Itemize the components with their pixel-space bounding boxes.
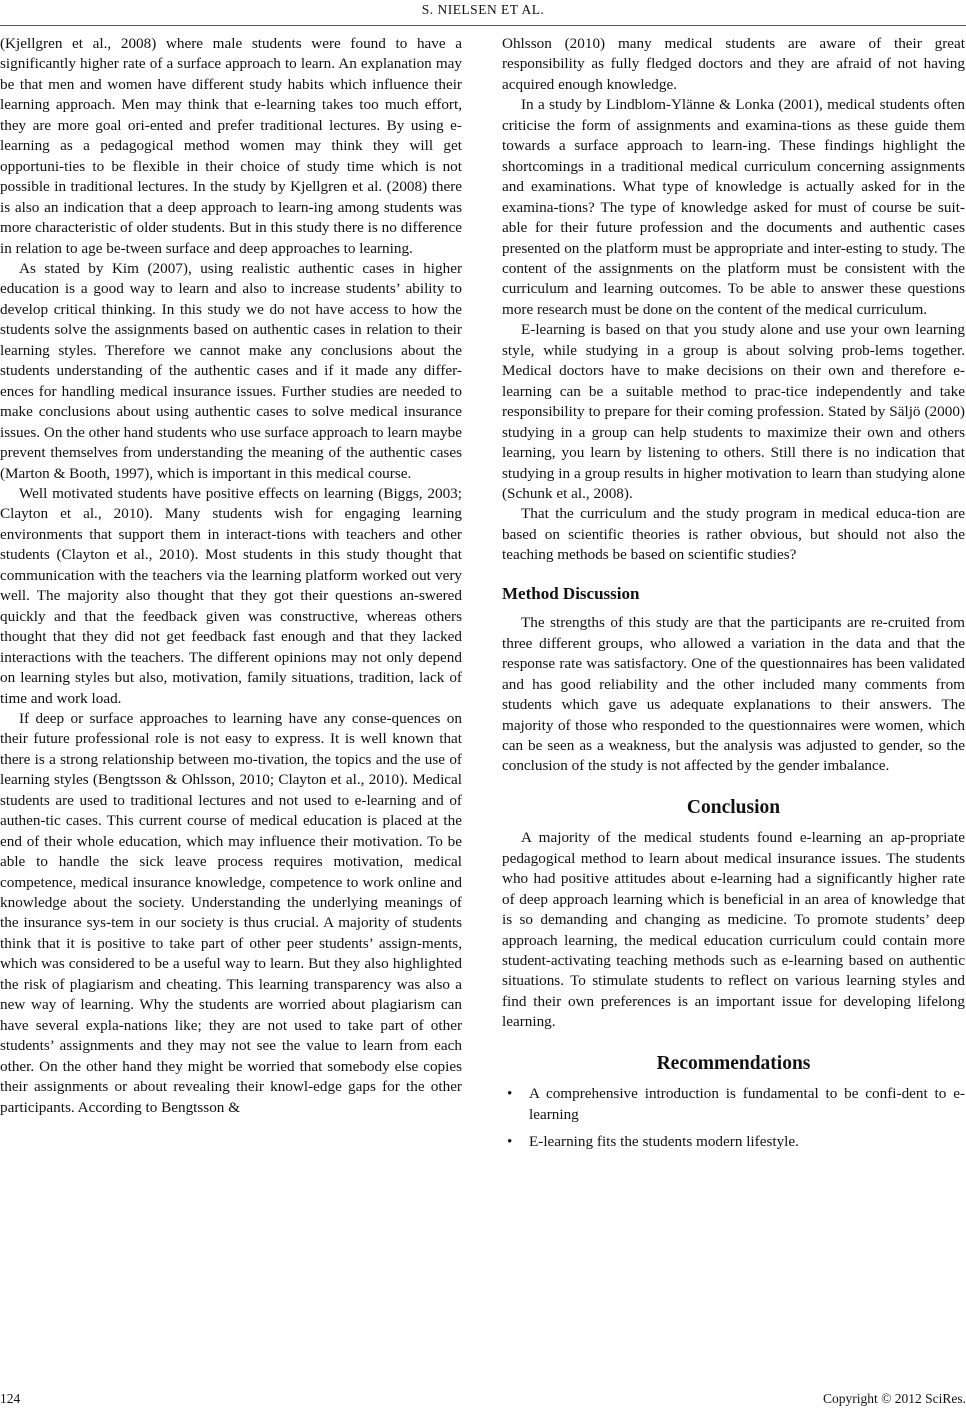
body-paragraph: E-learning is based on that you study alone and use your own learning style, while studying in a group is about solving prob-lems together. Medical doctors have to make decisions on their own and therefore e-learning can be a suitable method to prac-tice independently and take responsibility to prepare for their coming profession. Stated by Säljö (2000) studying in a group can help students to maximize their own and others learning, you learn by listening to others. Still there is no indication that studying in a group results in higher motivation to learn than studying alone (Schunk et al., 2008).	[502, 321, 965, 502]
body-paragraph: If deep or surface approaches to learning have any conse-quences on their future professional role is not easy to express. It is well known that there is a strong relationship between mo-tivation, the topics and the use of learning styles (Bengtsson & Ohlsson, 2010; Clayton et al., 2010). Medical students are used to traditional lectures and not used to e-learning and of authen-tic cases. This current course of medical education is placed at the end of their whole education, which may influence their motivation. To be able to handle the sick leave process requires motivation, medical competence, medical insurance knowledge, competence to work online and knowledge about the society. Understanding the underlying meanings of the insurance sys-tem in our society is thus crucial. A majority of students think that it is positive to take part of other peer students’ assign-ments, which was considered to be a useful way to learn. But they also highlighted the risk of plagiarism and cheating. This learning transparency was also a new way of learning. Why the students are worried about plagiarism can have several expla-nations like; they are not used to take part of other students’ assignments and they may not see the value to learn from each other. On the other hand they might be worried that somebody else copies their assignments or about revealing their knowl-edge gaps for the other participants. According to Bengtsson &	[0, 709, 462, 1116]
right-column	[502, 34, 965, 1160]
recommendation-text: A comprehensive introduction is fundamental to be confi-dent to e-learning	[529, 1085, 965, 1123]
body-paragraph: Well motivated students have positive effects on learning (Biggs, 2003; Clayton et al., 2010). Many students wish for engaging learning environments that support them in interact-tions with teachers and other students (Clayton et al., 2010). Most students in this study thought that communication with the teachers via the learning platform worked out very well. The majority also thought that they got their questions an-swered quickly and that the feedback given was constructive, whereas others thought that they did not get feedback fast enough and that they lacked interactions with the teachers. The different opinions may not only depend on learning styles but also, motivation, family situations, tradition, lack of time and work load.	[0, 484, 462, 707]
body-paragraph: That the curriculum and the study program in medical educa-tion are based on scientific theories is rather obvious, but should not also the teaching methods be based on scientific studies?	[502, 505, 965, 564]
conclusion-heading: Conclusion	[686, 796, 781, 818]
method-discussion-heading: Method Discussion	[502, 583, 640, 603]
header-divider	[0, 25, 966, 26]
recommendations-list	[502, 1084, 965, 1152]
body-paragraph: (Kjellgren et al., 2008) where male students were found to have a significantly higher rate of a surface approach to learn. An explanation may be that men and women have different study habits which influence their learning approach. Men may think that e-learning takes too much effort, they are more goal ori-ented and prefer traditional lectures. By using e-learning as a pedagogical method women may think they will get opportuni-ties to be flexible in their choice of study time which is not possible in traditional lectures. In the study by Kjellgren et al. (2008) there is also an indication that a deep approach to learn-ing among students was more characteristic of older students. But in this study there is no difference in relation to age be-tween surface and deep approaches to learning.	[0, 35, 462, 257]
recommendation-item	[502, 1084, 965, 1125]
running-head: S. NIELSEN ET AL.	[421, 2, 545, 17]
recommendation-item	[502, 1132, 965, 1152]
recommendation-text: E-learning fits the students modern lifestyle.	[529, 1133, 799, 1151]
copyright-notice: Copyright © 2012 SciRes.	[822, 1391, 966, 1406]
body-paragraph: In a study by Lindblom-Ylänne & Lonka (2001), medical students often criticise the form of assignments and examina-tions as these guide them towards a surface approach to learn-ing. These findings highlight the shortcomings in a traditional medical curriculum concerning assignments and examinations. What type of knowledge is actually asked for in the examina-tions? The type of knowledge asked for must of course be suit-able for their future profession and the documents and authentic cases presented on the platform must be appropriate and inter-esting to study. The content of the assignments on the platform must be consistent with the curriculum and learning outcomes. To be able to answer these questions more research must be done on the content of the medical curriculum.	[502, 96, 965, 318]
left-column	[0, 34, 462, 1118]
recommendations-heading: Recommendations	[656, 1052, 811, 1074]
conclusion-paragraph: A majority of the medical students found e-learning an ap-propriate pedagogical method to learn about medical insurance issues. The students who had positive attitudes about e-learning had a significantly higher rate of deep approach learning which is beneficial in an area of knowledge that is so demanding and changing as medicine. To promote students’ deep approach learning, the medical education curriculum could contain more student-activating teaching methods such as e-learning based on authentic situations. To stimulate students to reflect on various learning styles and find their own preferences is an important issue for developing lifelong learning.	[502, 829, 965, 1031]
page-number: 124	[0, 1391, 21, 1406]
bullet-icon: •	[507, 1133, 513, 1151]
method-discussion-paragraph: The strengths of this study are that the participants are re-cruited from three different groups, who allowed a variation in the data and that the response rate was satisfactory. One of the questionnaires has been validated and has good reliability and the other included many comments from students which gave us adequate explanations to their answers. The majority of those who responded to the questionnaires were women, which can be seen as a weakness, but the analysis was adjusted to gender, so the conclusion of the study is not affected by the gender imbalance.	[502, 614, 965, 775]
bullet-icon: •	[507, 1085, 513, 1103]
body-paragraph: Ohlsson (2010) many medical students are aware of their great responsibility as fully fledged doctors and they are afraid of not having acquired enough knowledge.	[502, 35, 965, 93]
body-paragraph: As stated by Kim (2007), using realistic authentic cases in higher education is a good way to learn and also to increase students’ ability to develop critical thinking. In this study we do not have access to how the students solve the assignments based on authentic cases in relation to their learning styles. Therefore we cannot make any conclusions about the students understanding of the authentic cases and if it made any differ-ences for handling medical insurance issues. Further studies are needed to make conclusions about using authentic cases to solve medical insurance issues. On the other hand students who use surface approach to learn maybe prevent themselves from understanding the meaning of the authentic cases (Marton & Booth, 1997), which is important in this medical course.	[0, 259, 462, 482]
